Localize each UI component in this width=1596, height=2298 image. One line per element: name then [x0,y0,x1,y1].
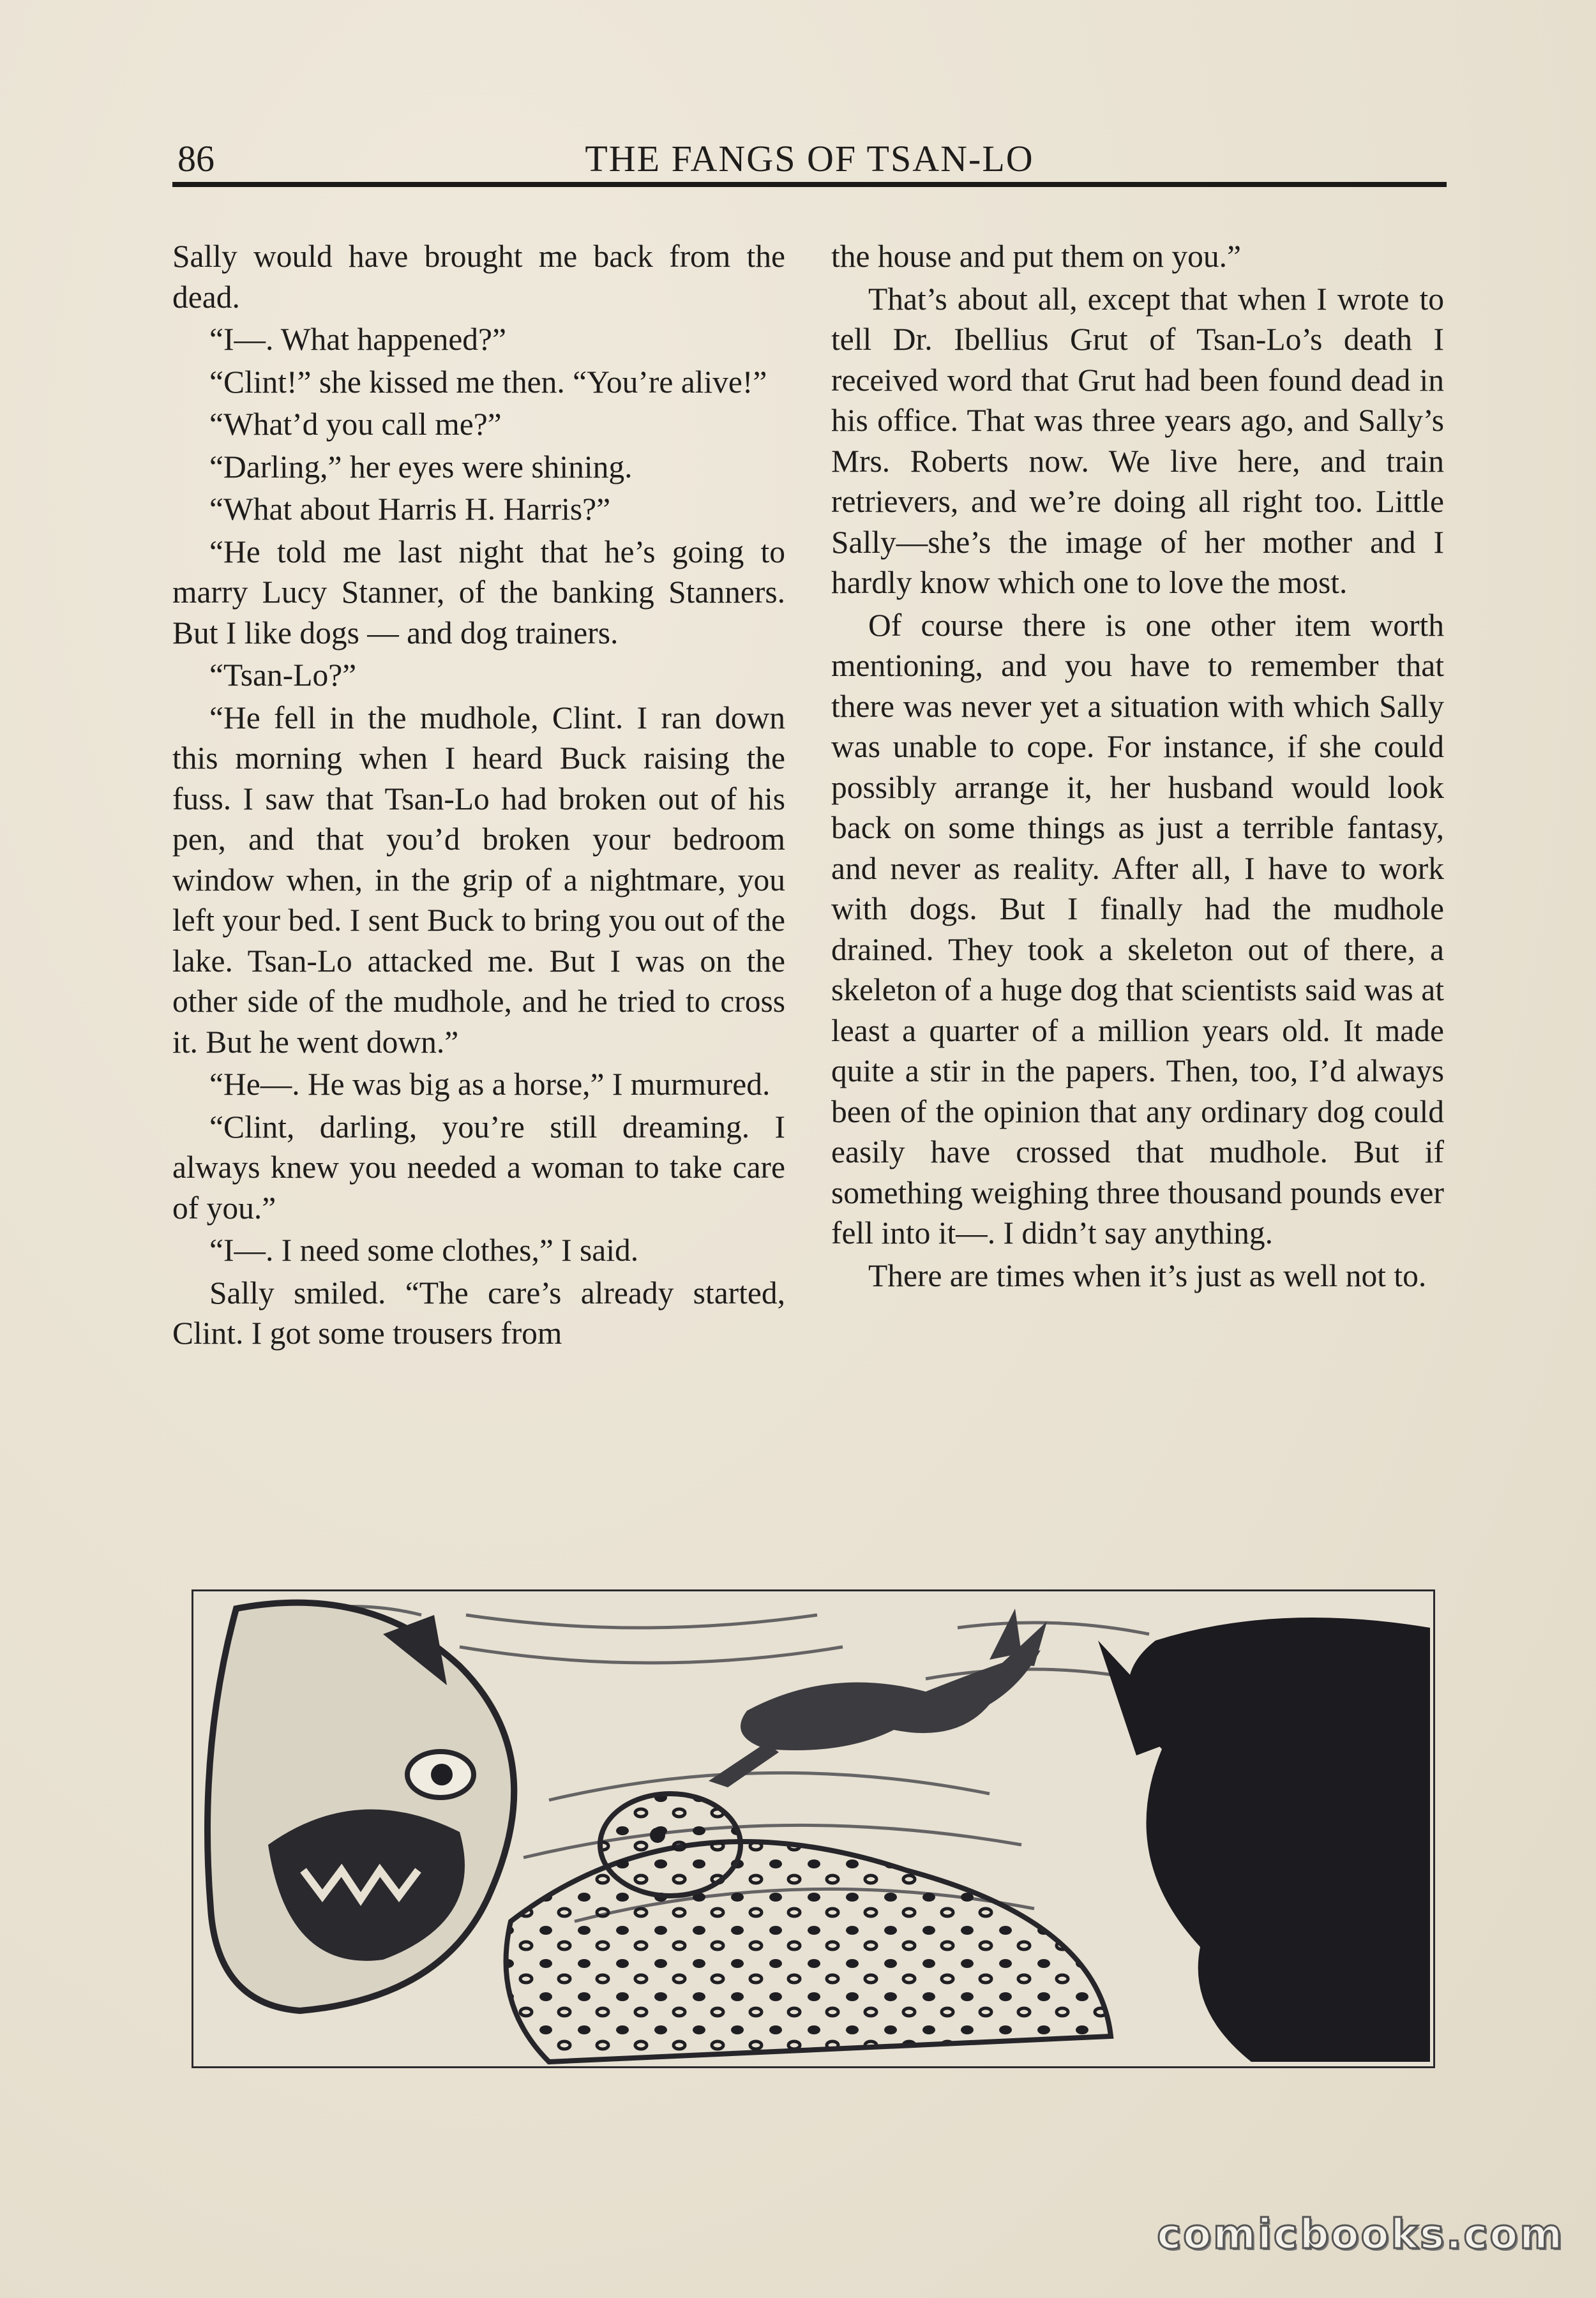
paragraph: That’s about all, except that when I wrote to tell Dr. Ibellius Grut of Tsan-Lo’s death I received word that Grut had been found dead in his office. That was three years ago, and Sally’s Mrs. Roberts now. We live here, and train retrievers, and we’re doing all right too. Little Sally—she’s the image of her mother and I hardly know which one to love the most. [831,281,1444,600]
paragraph: Of course there is one other item worth mentioning, and you have to remember that there was never yet a situation with which Sally was unable to cope. For instance, if she could possibly arrange it, her husband would look back on some things as just a terrible fantasy, and never as reality. After all, I have to work with dogs. But I finally had the mudhole drained. They took a skeleton out of there, a skeleton of a huge dog that scientists said was at least a quarter of a million years old. It made quite a stir in the papers. Then, too, I’d always been of the opinion that any ordinary dog could easily have crossed that mudhole. But if something weighing three thousand pounds ever fell into it—. I didn’t say anything. [831,607,1444,1250]
paragraph: “Darling,” her eyes were shining. [209,449,633,484]
running-title: THE FANGS OF TSAN-LO [585,138,1034,179]
paragraph: “What’d you call me?” [209,407,502,442]
watermark-logo: comicbooks.com [1157,2211,1564,2258]
paragraph: “He—. He was big as a horse,” I murmured. [209,1067,771,1102]
paragraph: “I—. I need some clothes,” I said. [209,1233,639,1268]
story-illustration [192,1589,1435,2068]
paragraph: “What about Harris H. Harris?” [209,492,611,527]
right-column [831,236,1444,1298]
header-rule [172,182,1447,187]
paragraph: “Clint, darling, you’re still dreaming. I always knew you needed a woman to take care of you.” [172,1109,785,1226]
paragraph: “I—. What happened?” [209,322,506,357]
paragraph: “He fell in the mudhole, Clint. I ran down this morning when I heard Buck raising the fuss. I saw that Tsan-Lo had broken out of his pen, and that you’d broken your bedroom window when, in the grip of a nightmare, you left your bed. I sent Buck to bring you out of the lake. Tsan-Lo attacked me. But I was on the other side of the mudhole, and he tried to cross it. But he went down.” [172,700,785,1060]
paragraph: There are times when it’s just as well not to. [868,1258,1427,1293]
paragraph: the house and put them on you.” [831,239,1242,274]
page-header [172,131,1447,188]
page-number: 86 [177,138,215,179]
left-column [172,236,785,1356]
paragraph: “Clint!” she kissed me then. “You’re alive!” [209,364,767,400]
paragraph: Sally would have brought me back from the dead. [172,239,785,315]
paragraph: Sally smiled. “The care’s already started, Clint. I got some trousers from [172,1275,785,1351]
paragraph: “He told me last night that he’s going to marry Lucy Stanner, of the banking Stanners. But I like dogs — and dog trainers. [172,534,785,650]
paragraph: “Tsan-Lo?” [209,657,357,693]
